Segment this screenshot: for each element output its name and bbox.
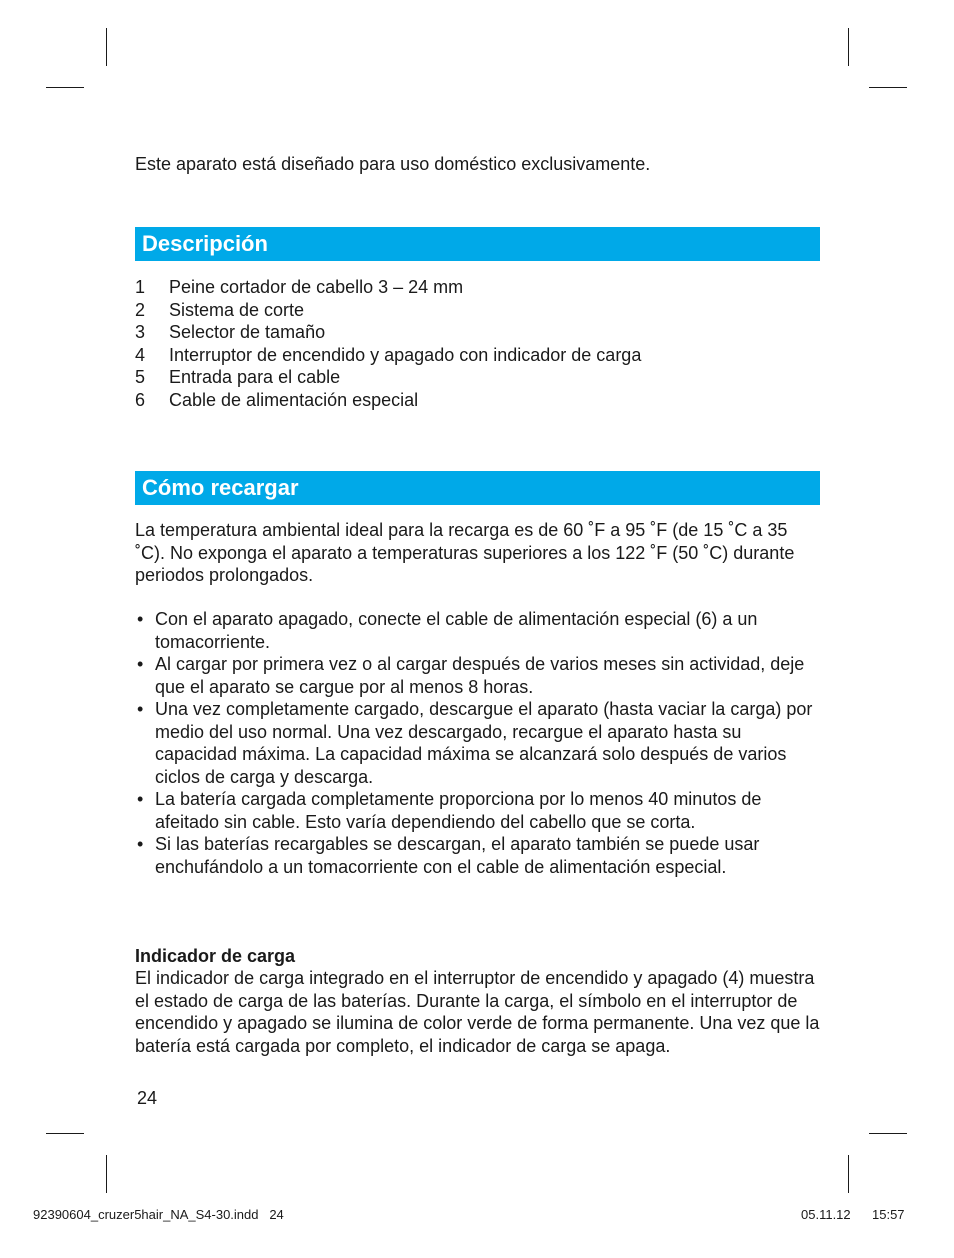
crop-mark-top-right-vertical bbox=[848, 28, 849, 66]
item-number: 6 bbox=[135, 389, 146, 410]
item-text: Sistema de corte bbox=[169, 299, 305, 320]
item-text: Cable de alimentación especial bbox=[169, 389, 419, 410]
list-item bbox=[135, 653, 820, 698]
charging-heading: Cómo recargar bbox=[135, 471, 820, 505]
item-number: 1 bbox=[135, 277, 146, 297]
charging-bullets bbox=[135, 608, 820, 878]
footer-file-info: 92390604_cruzer5hair_NA_S4-30.indd 24 bbox=[33, 1207, 284, 1222]
bullet-icon: • bbox=[137, 654, 144, 674]
item-number: 2 bbox=[135, 299, 146, 320]
bullet-text: Si las baterías recargables se descargan, el aparato también se puede usar enchufándolo a un tomacorriente con el cable de alimentación especial. bbox=[155, 834, 760, 877]
description-heading: Descripción bbox=[135, 227, 820, 261]
bullet-text: La batería cargada completamente proporciona por lo menos 40 minutos de afeitado sin cable. Esto varía dependiendo del cabello que se corta. bbox=[155, 789, 762, 832]
list-item bbox=[135, 833, 820, 878]
list-item bbox=[135, 366, 641, 389]
list-item bbox=[135, 788, 820, 833]
crop-mark-bottom-right-vertical bbox=[848, 1155, 849, 1193]
crop-mark-top-right-horizontal bbox=[869, 87, 907, 88]
bullet-text: Con el aparato apagado, conecte el cable de alimentación especial (6) a un tomacorriente. bbox=[155, 609, 758, 652]
item-number: 5 bbox=[135, 367, 146, 387]
page-number: 24 bbox=[137, 1088, 158, 1108]
footer-date: 05.11.12 bbox=[801, 1207, 851, 1222]
indicator-heading: Indicador de carga bbox=[135, 946, 296, 966]
bullet-text: Una vez completamente cargado, descargue el aparato (hasta vaciar la carga) por medio del uso normal. Una vez descargado, recargue el aparato hasta su capacidad máxima. La capacidad máxima se alcanzará solo después de varios ciclos de carga y descarga. bbox=[155, 699, 813, 787]
item-text: Peine cortador de cabello 3 – 24 mm bbox=[169, 277, 464, 297]
crop-mark-bottom-left-horizontal bbox=[46, 1133, 84, 1134]
crop-mark-bottom-left-vertical bbox=[106, 1155, 107, 1193]
list-item bbox=[135, 344, 641, 367]
list-item bbox=[135, 698, 820, 788]
description-list bbox=[135, 276, 641, 411]
list-item bbox=[135, 389, 641, 412]
crop-mark-bottom-right-horizontal bbox=[869, 1133, 907, 1134]
intro-text: Este aparato está diseñado para uso doméstico exclusivamente. bbox=[135, 154, 651, 174]
list-item bbox=[135, 321, 641, 344]
crop-mark-top-left-horizontal bbox=[46, 87, 84, 88]
temperature-paragraph: La temperatura ambiental ideal para la recarga es de 60 ˚F a 95 ˚F (de 15 ˚C a 35 ˚C). No exponga el aparato a temperaturas superiores a los 122 ˚F (50 ˚C) durante periodos prolongados. bbox=[135, 520, 795, 585]
footer-time: 15:57 bbox=[872, 1207, 905, 1222]
item-number: 4 bbox=[135, 344, 146, 365]
indicator-paragraph: El indicador de carga integrado en el interruptor de encendido y apagado (4) muestra el estado de carga de las baterías. Durante la carga, el símbolo en el interruptor de encendido y apagado se ilumina de color verde de forma permanente. Una vez que la batería está cargada por completo, el indicador de carga se apaga. bbox=[135, 968, 820, 1056]
item-text: Entrada para el cable bbox=[169, 367, 341, 387]
list-item bbox=[135, 299, 641, 322]
crop-mark-top-left-vertical bbox=[106, 28, 107, 66]
list-item bbox=[135, 608, 820, 653]
bullet-icon: • bbox=[137, 699, 144, 719]
item-number: 3 bbox=[135, 322, 146, 342]
bullet-text: Al cargar por primera vez o al cargar después de varios meses sin actividad, deje que el aparato se cargue por al menos 8 horas. bbox=[155, 654, 805, 697]
bullet-icon: • bbox=[137, 834, 144, 854]
bullet-icon: • bbox=[137, 789, 144, 809]
bullet-icon: • bbox=[137, 609, 144, 629]
list-item bbox=[135, 276, 641, 299]
item-text: Interruptor de encendido y apagado con indicador de carga bbox=[169, 344, 642, 365]
item-text: Selector de tamaño bbox=[169, 322, 326, 342]
